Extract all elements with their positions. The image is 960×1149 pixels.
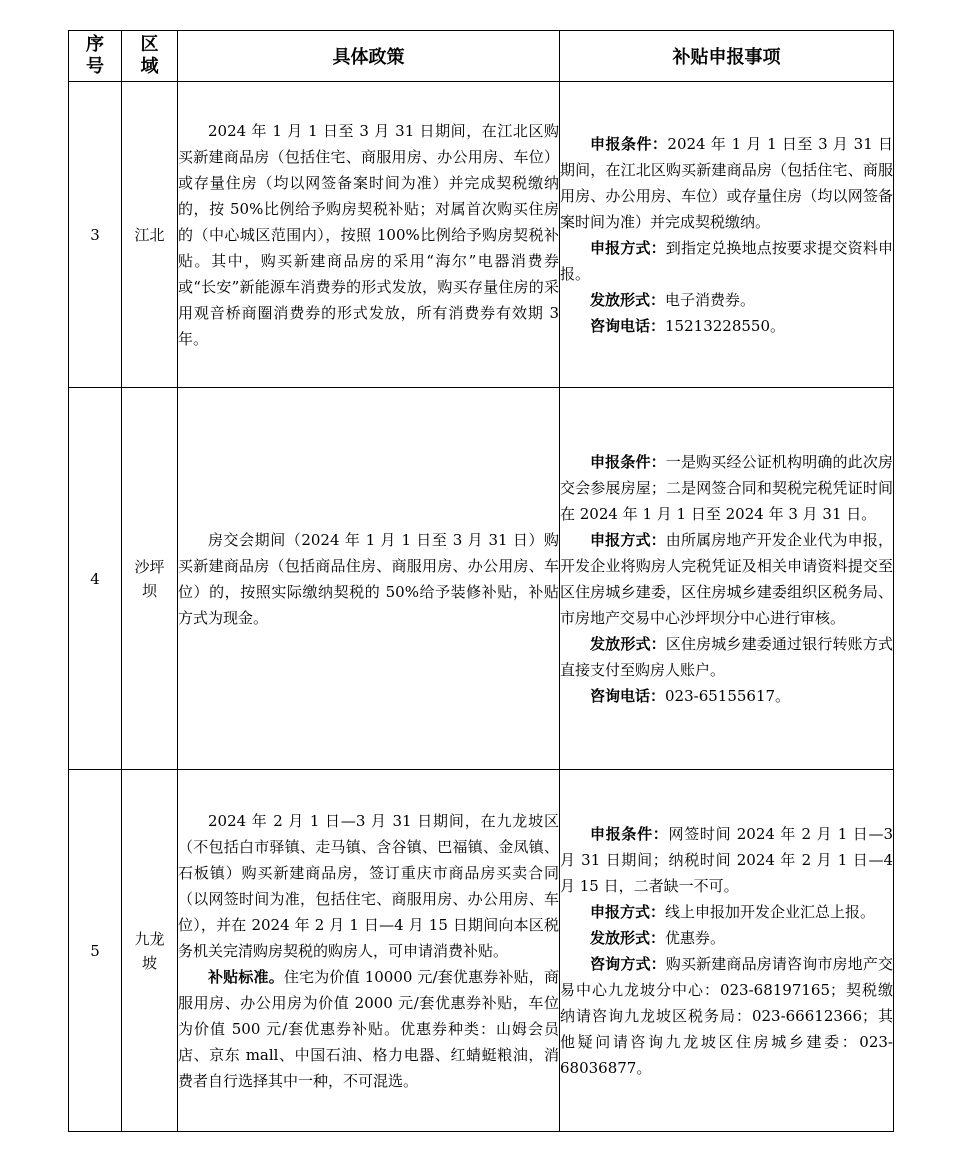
apply-item [560, 449, 893, 527]
apply-item [560, 925, 893, 951]
apply-cell [560, 388, 894, 770]
apply-text: 2024 年 1 月 1 日至 3 月 31 日期间，在江北区购买新建商品房（包括住宅、商服用房、办公用房、车位）或存量住房（均以网签备案时间为准）并完成契税缴纳。 [560, 134, 893, 231]
apply-cell [560, 82, 894, 388]
apply-label: 发放形式： [590, 634, 666, 653]
header-no-line2: 号 [86, 56, 104, 77]
apply-item [560, 951, 893, 1081]
apply-item [560, 821, 893, 899]
apply-item [560, 631, 893, 683]
apply-label: 申报条件： [590, 134, 668, 153]
policy-standard [178, 964, 559, 1094]
apply-label: 申报方式： [590, 530, 666, 549]
apply-text: 电子消费券。 [665, 290, 756, 309]
row-district: 江北 [122, 82, 178, 388]
apply-text: 023-65155617。 [665, 686, 791, 705]
policy-paragraph: 2024 年 1 月 1 日至 3 月 31 日期间，在江北区购买新建商品房（包括住宅、商服用房、办公用房、车位）或存量住房（均以网签备案时间为准）并完成契税缴纳的，按 50%比例给予购房契税补贴；对属首次购买住房的（中心城区范围内），按照 100%比例给予购房契税补贴。其中，购买新建商品房的采用“海尔”电器消费券或“长安”新能源车消费券的形式发放，购买存量住房的采用观音桥商圈消费券的形式发放，所有消费券有效期 3 年。 [178, 121, 559, 348]
apply-label: 咨询方式： [590, 954, 666, 973]
header-district-line1: 区 [140, 34, 159, 55]
header-district [122, 31, 178, 82]
apply-label: 咨询电话： [590, 686, 666, 705]
apply-text: 网签时间 2024 年 2 月 1 日—3 月 31 日期间；纳税时间 2024 年 2 月 1 日—4 月 15 日，二者缺一不可。 [560, 824, 893, 895]
header-apply: 补贴申报事项 [560, 31, 894, 82]
table-row [69, 388, 894, 770]
apply-label: 发放形式： [590, 928, 666, 947]
policy-paragraph: 房交会期间（2024 年 1 月 1 日至 3 月 31 日）购买新建商品房（包括商品住房、商服用房、办公用房、车位）的，按照实际缴纳契税的 50%给予装修补贴，补贴方式为现金。 [178, 530, 559, 627]
apply-label: 申报方式： [590, 902, 666, 921]
header-row [69, 31, 894, 82]
apply-item [560, 235, 893, 287]
header-no-line1: 序 [86, 34, 104, 55]
policy-standard-label: 补贴标准。 [208, 967, 284, 986]
apply-text: 优惠券。 [665, 928, 726, 947]
row-number: 4 [69, 388, 122, 770]
row-district-text: 沙坪坝 [134, 557, 165, 600]
policy-table [68, 30, 894, 1132]
policy-standard-text: 住宅为价值 10000 元/套优惠券补贴，商服用房、办公用房为价值 2000 元/套优惠券补贴，车位为价值 500 元/套优惠券补贴。优惠券种类：山姆会员店、京东 mall、中国石油、格力电器、红蜻蜓粮油，消费者自行选择其中一种，不可混选。 [178, 967, 559, 1090]
row-district-text: 九龙坡 [134, 929, 165, 972]
row-district [122, 388, 178, 770]
apply-item [560, 683, 893, 709]
apply-text: 线上申报加开发企业汇总上报。 [665, 902, 876, 921]
apply-label: 申报方式： [590, 238, 666, 257]
row-number: 5 [69, 770, 122, 1132]
apply-text: 购买新建商品房请咨询市房地产交易中心九龙坡分中心：023-68197165；契税缴纳请咨询九龙坡区税务局：023-66612366；其他疑问请咨询九龙坡区住房城乡建委：023-68036877。 [560, 954, 893, 1077]
header-no [69, 31, 122, 82]
apply-item [560, 899, 893, 925]
policy-cell [178, 770, 560, 1132]
apply-cell [560, 770, 894, 1132]
apply-label: 咨询电话： [590, 316, 666, 335]
apply-item [560, 131, 893, 235]
header-policy: 具体政策 [178, 31, 560, 82]
apply-label: 申报条件： [590, 824, 669, 843]
apply-text: 到指定兑换地点按要求提交资料申报。 [560, 238, 893, 283]
policy-cell [178, 82, 560, 388]
table-row [69, 82, 894, 388]
apply-label: 发放形式： [590, 290, 666, 309]
apply-label: 申报条件： [590, 452, 666, 471]
apply-item [560, 287, 893, 313]
apply-text: 由所属房地产开发企业代为申报，开发企业将购房人完税凭证及相关申请资料提交至区住房城乡建委，区住房城乡建委组织区税务局、市房地产交易中心沙坪坝分中心进行审核。 [560, 530, 893, 627]
apply-item [560, 313, 893, 339]
table-row [69, 770, 894, 1132]
row-district [122, 770, 178, 1132]
policy-cell [178, 388, 560, 770]
row-number: 3 [69, 82, 122, 388]
apply-text: 区住房城乡建委通过银行转账方式直接支付至购房人账户。 [560, 634, 893, 679]
policy-paragraph: 2024 年 2 月 1 日—3 月 31 日期间，在九龙坡区（不包括白市驿镇、走马镇、含谷镇、巴福镇、金凤镇、石板镇）购买新建商品房，签订重庆市商品房买卖合同（以网签时间为准，包括住宅、商服用房、办公用房、车位），并在 2024 年 2 月 1 日—4 月 15 日期间向本区税务机关完清购房契税的购房人，可申请消费补贴。 [178, 811, 559, 960]
header-district-line2: 域 [140, 56, 159, 77]
apply-text: 一是购买经公证机构明确的此次房交会参展房屋；二是网签合同和契税完税凭证时间在 2024 年 1 月 1 日至 2024 年 3 月 31 日。 [560, 452, 893, 523]
apply-item [560, 527, 893, 631]
apply-text: 15213228550。 [665, 316, 785, 335]
